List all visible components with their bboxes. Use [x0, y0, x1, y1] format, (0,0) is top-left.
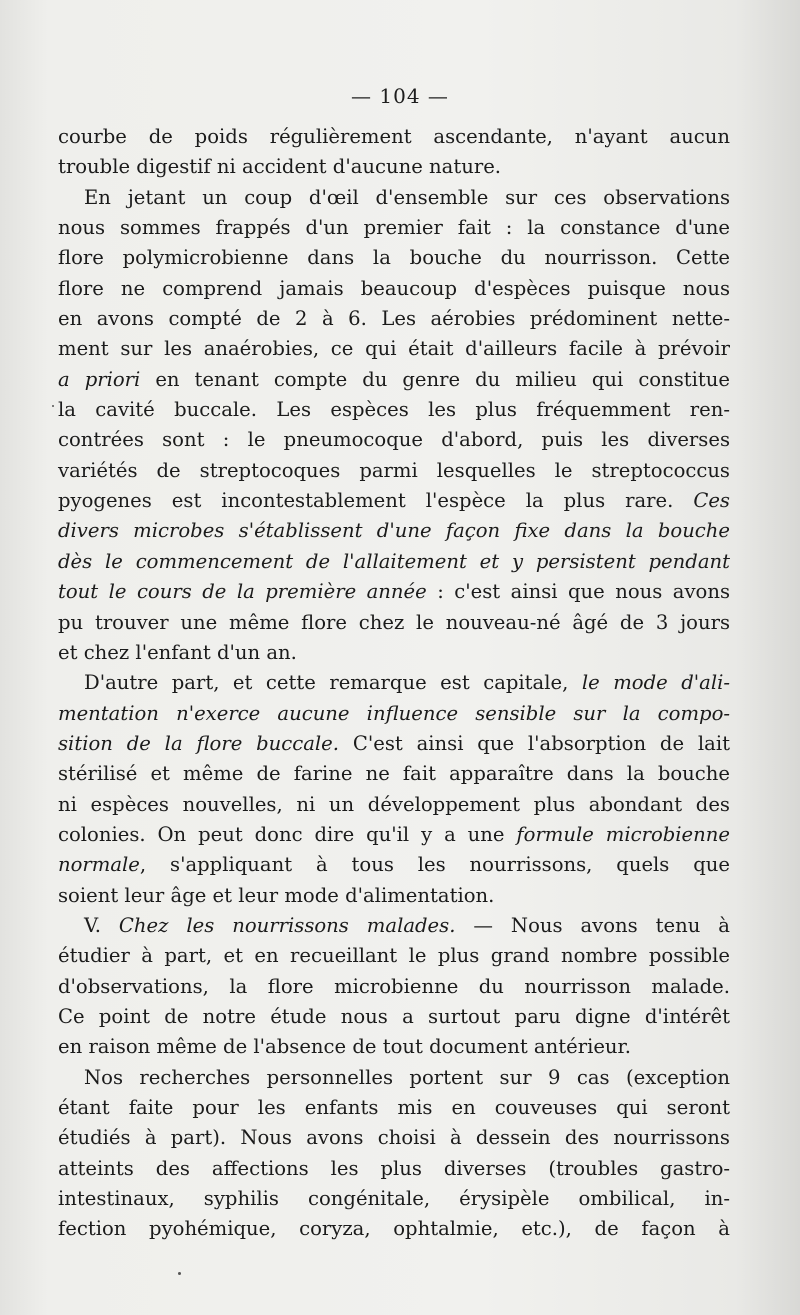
text-segment: en tenant compte du genre du milieu qui constitue: [140, 367, 731, 391]
text-line: [58, 911, 730, 941]
text-segment: contrées sont : le pneumocoque d'abord, puis les diverses: [58, 428, 730, 452]
text-segment: D'autre part, et cette remarque est capitale,: [84, 671, 582, 695]
scan-speck: [178, 1272, 181, 1275]
scan-speck: [52, 405, 54, 407]
page-number: — 104 —: [351, 84, 449, 108]
italic-text: dès le commencement de l'allaitement et y persistent pendant: [58, 549, 730, 573]
text-line: [58, 638, 730, 668]
text-segment: intestinaux, syphilis congénitale, érysipèle ombilical, in-: [58, 1187, 730, 1211]
text-line: [58, 122, 730, 152]
text-line: [58, 395, 730, 425]
text-segment: nous sommes frappés d'un premier fait : la constance d'une: [58, 216, 730, 240]
text-segment: atteints des affections les plus diverses (troubles gastro-: [58, 1156, 730, 1180]
text-line: [58, 304, 730, 334]
text-segment: C'est ainsi que l'absorption de lait: [339, 731, 730, 755]
text-line: [58, 820, 730, 850]
text-line: [58, 759, 730, 789]
text-segment: courbe de poids régulièrement ascendante, n'ayant aucun: [58, 125, 730, 148]
text-line: [58, 1214, 730, 1244]
text-segment: flore polymicrobienne dans la bouche du nourrisson. Cette: [58, 246, 730, 270]
text-line: [58, 1123, 730, 1153]
text-segment: d'observations, la flore microbienne du nourrisson malade.: [58, 974, 730, 998]
text-segment: En jetant un coup d'œil d'ensemble sur ces observations: [84, 185, 730, 209]
text-segment: , s'appliquant à tous les nourrissons, quels que: [139, 853, 730, 877]
text-segment: soient leur âge et leur mode d'alimentation.: [58, 883, 495, 907]
text-segment: variétés de streptocoques parmi lesquelles le streptococcus: [58, 458, 730, 482]
text-line: [58, 699, 730, 729]
text-segment: pu trouver une même flore chez le nouveau-né âgé de 3 jours: [58, 610, 730, 634]
body-text: [58, 122, 730, 1245]
text-segment: ment sur les anaérobies, ce qui était d'ailleurs facile à prévoir: [58, 337, 730, 361]
text-segment: flore ne comprend jamais beaucoup d'espèces puisque nous: [58, 276, 730, 300]
text-line: [58, 152, 730, 182]
text-segment: trouble digestif ni accident d'aucune nature.: [58, 155, 502, 179]
text-line: [58, 608, 730, 638]
text-segment: la cavité buccale. Les espèces les plus fréquemment ren-: [58, 398, 730, 422]
italic-text: mentation n'exerce aucune influence sensible sur la compo-: [58, 701, 730, 725]
text-segment: en avons compté de 2 à 6. Les aérobies prédominent nette-: [58, 307, 730, 331]
text-segment: étant faite pour les enfants mis en couveuses qui seront: [58, 1096, 730, 1119]
text-line: [58, 941, 730, 971]
text-segment: Nos recherches personnelles portent sur 9 cas (exception: [84, 1065, 730, 1089]
text-segment: en raison même de l'absence de tout document antérieur.: [58, 1035, 631, 1059]
italic-text: a priori: [58, 367, 141, 391]
text-line: [58, 334, 730, 364]
text-line: [58, 577, 730, 607]
text-segment: : c'est ainsi que nous avons: [426, 580, 730, 604]
italic-text: divers microbes s'établissent d'une façon fixe dans la bouche: [58, 519, 730, 543]
text-segment: colonies. On peut donc dire qu'il y a une: [58, 822, 517, 846]
italic-text: formule microbienne: [516, 822, 730, 846]
italic-text: normale: [58, 853, 140, 877]
italic-text: le mode d'ali-: [581, 671, 730, 695]
italic-text: Chez les nourrissons malades.: [118, 913, 456, 937]
text-line: [58, 486, 730, 516]
text-segment: et chez l'enfant d'un an.: [58, 640, 297, 664]
text-line: [58, 425, 730, 455]
text-line: [58, 972, 730, 1002]
text-line: [58, 668, 730, 698]
text-segment: ni espèces nouvelles, ni un développement plus abondant des: [58, 792, 730, 816]
text-line: [58, 881, 730, 911]
italic-text: Ces: [693, 489, 730, 513]
text-segment: pyogenes est incontestablement l'espèce la plus rare.: [58, 489, 694, 513]
text-segment: Ce point de notre étude nous a surtout paru digne d'intérêt: [58, 1004, 730, 1028]
text-segment: — Nous avons tenu à: [455, 913, 730, 937]
text-line: [58, 1184, 730, 1214]
text-line: [58, 274, 730, 304]
text-line: [58, 1002, 730, 1032]
text-line: [58, 1032, 730, 1062]
text-line: [58, 183, 730, 213]
text-line: [58, 729, 730, 759]
text-line: [58, 516, 730, 546]
text-line: [58, 213, 730, 243]
text-line: [58, 456, 730, 486]
text-segment: fection pyohémique, coryza, ophtalmie, etc.), de façon à: [58, 1217, 730, 1241]
text-line: [58, 790, 730, 820]
text-line: [58, 1154, 730, 1184]
text-segment: stérilisé et même de farine ne fait apparaître dans la bouche: [58, 762, 730, 786]
text-line: [58, 1093, 730, 1123]
text-line: [58, 1063, 730, 1093]
italic-text: tout le cours de la première année: [58, 580, 427, 604]
text-segment: étudiés à part). Nous avons choisi à dessein des nourrissons: [58, 1126, 730, 1150]
text-line: [58, 850, 730, 880]
italic-text: sition de la flore buccale.: [58, 731, 340, 755]
text-segment: étudier à part, et en recueillant le plus grand nombre possible: [58, 944, 730, 968]
text-line: [58, 365, 730, 395]
text-line: [58, 547, 730, 577]
text-segment: V.: [84, 913, 119, 937]
text-line: [58, 243, 730, 273]
